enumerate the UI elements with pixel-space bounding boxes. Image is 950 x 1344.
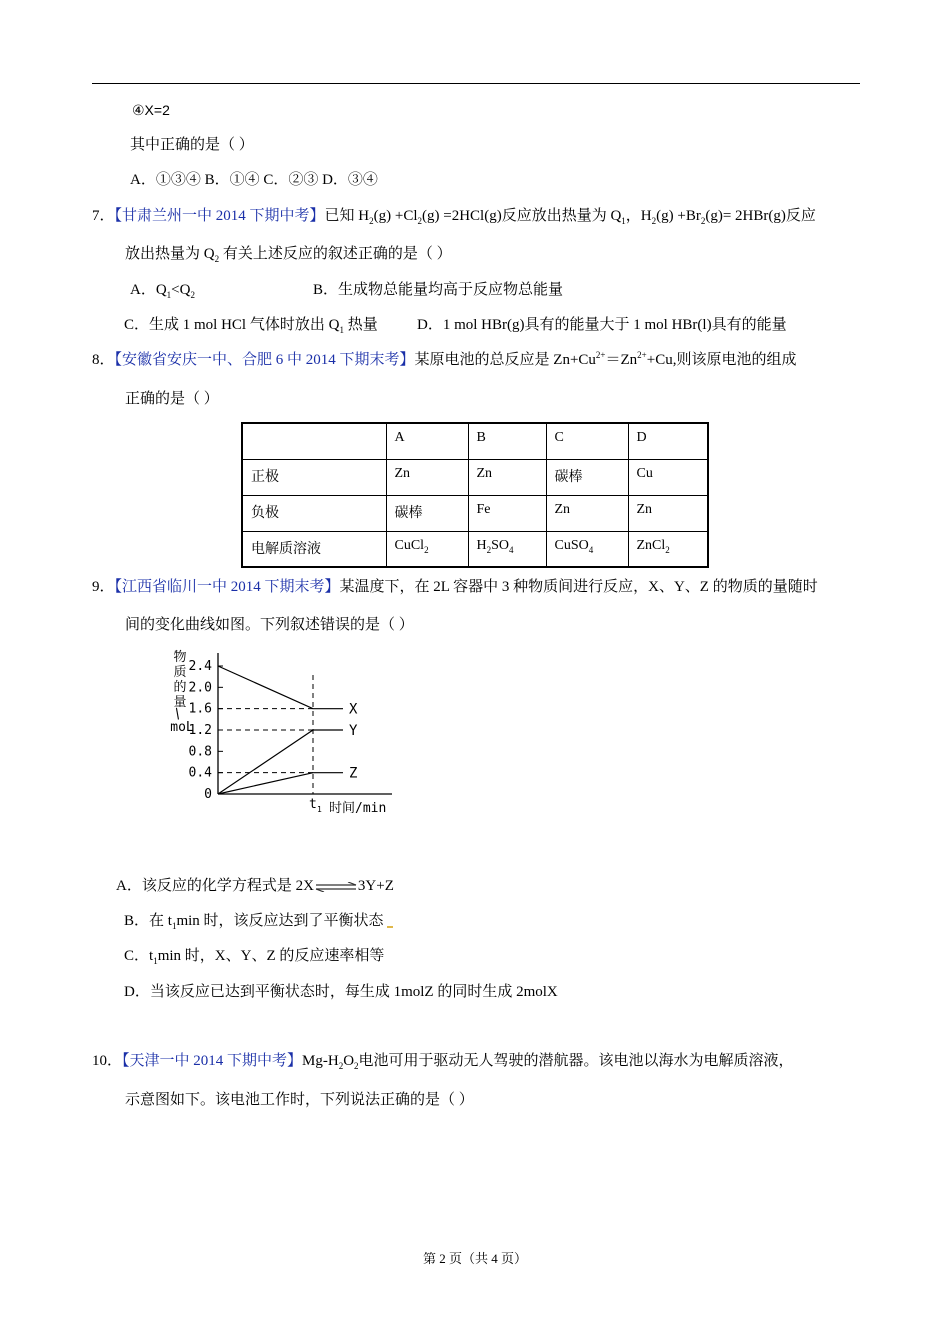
q10-line2: 示意图如下。该电池工作时，下列说法正确的是（ ） — [125, 1092, 474, 1108]
subscript: 1 — [153, 956, 158, 966]
q9-text: 3Y+Z — [357, 878, 394, 894]
subscript: 2 — [354, 1061, 359, 1071]
table-cell: B — [468, 423, 546, 459]
table-cell: 碳棒 — [386, 495, 468, 531]
subscript: 2 — [424, 544, 429, 555]
q8-text: +Cu,则该原电池的组成 — [646, 352, 797, 368]
q7-source: 【甘肃兰州一中 2014 下期中考】 — [114, 208, 325, 224]
header-rule — [92, 83, 860, 84]
q7-text: 已知 H — [324, 208, 370, 224]
q7-text: A．Q — [130, 282, 167, 298]
subscript: 2 — [214, 254, 220, 264]
q9-option-d: D．当该反应已达到平衡状态时，每生成 1molZ 的同时生成 2molX — [124, 984, 558, 1000]
q6-choices: A．①③④ B．①④ C．②③ D．③④ — [130, 172, 378, 188]
q9-source: 【江西省临川一中 2014 下期末考】 — [114, 579, 340, 595]
subscript: 4 — [509, 544, 514, 555]
q6-prompt: 其中正确的是（ ） — [130, 137, 254, 153]
q7-text: C．生成 1 mol HCl 气体时放出 Q — [124, 317, 340, 333]
table-cell — [628, 531, 708, 567]
q9-number: 9． — [92, 579, 115, 595]
q9-line1 — [92, 577, 818, 597]
q7-text: (g) +Br — [656, 208, 701, 224]
q10-source: 【天津一中 2014 下期中考】 — [122, 1053, 303, 1069]
table-cell: Zn — [386, 459, 468, 495]
y-axis-label: 的 — [173, 680, 187, 695]
battery-table — [241, 422, 709, 568]
table-cell: C — [546, 423, 628, 459]
series-line-x — [218, 666, 343, 709]
y-tick-label: 0.8 — [188, 744, 212, 760]
superscript: 2+ — [595, 350, 606, 360]
q7-option-d: D．1 mol HBr(g)具有的能量大于 1 mol HBr(l)具有的能量 — [417, 317, 787, 333]
y-tick-label: 0.4 — [188, 765, 212, 781]
q9-line2: 间的变化曲线如图。下列叙述错误的是（ ） — [125, 617, 414, 633]
q7-text: 热量 — [343, 317, 378, 333]
table-row — [242, 495, 708, 531]
table-cell: 碳棒 — [546, 459, 628, 495]
table-cell: D — [628, 423, 708, 459]
q9-text: 某温度下，在 2L 容器中 3 种物质间进行反应，X、Y、Z 的物质的量随时 — [339, 579, 818, 595]
subscript: 2 — [369, 216, 374, 226]
superscript: 2+ — [637, 350, 647, 360]
q8-number: 8． — [92, 352, 115, 368]
y-tick-label: 2.4 — [188, 659, 212, 674]
cell-text: H — [476, 537, 487, 553]
q7-text: (g) +Cl — [373, 208, 418, 224]
series-line-z — [218, 773, 343, 794]
q10-line1 — [92, 1051, 794, 1071]
q7-text: <Q — [171, 282, 191, 298]
cell-text: SO — [491, 537, 510, 553]
table-row — [242, 459, 708, 495]
q7-text: 有关上述反应的叙述正确的是（ ） — [219, 246, 452, 262]
edit-mark-icon — [387, 926, 393, 928]
q8-line1 — [92, 350, 796, 370]
table-cell: A — [386, 423, 468, 459]
y-axis-label: moL — [170, 720, 194, 735]
y-tick-label: 0 — [204, 787, 212, 802]
table-cell: 负极 — [242, 495, 386, 531]
subscript: 2 — [417, 216, 422, 226]
y-tick-label: 1.6 — [188, 701, 212, 717]
q8-text: 某原电池的总反应是 Zn+Cu — [414, 352, 596, 368]
q8-source: 【安徽省安庆一中、合肥 6 中 2014 下期末考】 — [114, 352, 415, 368]
q9-option-c — [124, 946, 384, 966]
series-line-y — [218, 730, 343, 794]
q9-text: B．在 t — [124, 913, 172, 929]
q8-line2: 正确的是（ ） — [125, 391, 219, 407]
subscript: 2 — [665, 544, 670, 555]
subscript: 2 — [700, 216, 706, 226]
y-axis-label: 物 — [173, 650, 187, 665]
table-cell — [468, 531, 546, 567]
cell-text: ZnCl — [636, 537, 666, 553]
q7-text: 放出热量为 Q — [125, 246, 215, 262]
q10-number: 10． — [92, 1053, 123, 1069]
q9-option-a — [116, 876, 394, 896]
y-tick-label: 1.2 — [188, 723, 212, 738]
q7-text: ，H — [625, 208, 652, 224]
table-cell: 正极 — [242, 459, 386, 495]
q7-option-c — [124, 315, 378, 335]
subscript: 2 — [651, 216, 657, 226]
q9-text: A．该反应的化学方程式是 2X — [116, 878, 314, 894]
q9-text: min 时，X、Y、Z 的反应速率相等 — [157, 948, 385, 964]
q6-option-4: ④X=2 — [132, 102, 170, 118]
q7-line1 — [92, 206, 816, 226]
q7-line2 — [125, 244, 452, 264]
q7-option-a — [130, 280, 195, 300]
page-footer: 第 2 页（共 4 页） — [422, 1251, 527, 1266]
x-tick-label: t — [309, 797, 317, 812]
x-tick-subscript: 1 — [317, 805, 322, 814]
table-cell — [386, 531, 468, 567]
series-label-z: Z — [349, 765, 358, 782]
y-tick-label: 2.0 — [188, 680, 212, 696]
subscript: 4 — [588, 544, 594, 555]
q7-text: (g)= 2HBr(g)反应 — [705, 208, 816, 224]
y-axis-label: 质 — [173, 665, 187, 680]
q7-number: 7． — [92, 208, 115, 224]
table-cell — [546, 531, 628, 567]
amount-time-chart — [160, 645, 420, 820]
x-axis-label: 时间/min — [329, 801, 387, 816]
table-cell: Zn — [546, 495, 628, 531]
y-axis-label: 量 — [173, 695, 187, 710]
table-cell: Zn — [468, 459, 546, 495]
q10-text: O — [343, 1053, 355, 1069]
table-cell: Zn — [628, 495, 708, 531]
q8-text: ＝Zn — [605, 352, 638, 368]
table-cell: Fe — [468, 495, 546, 531]
equilibrium-arrow-icon — [314, 882, 358, 892]
table-cell — [242, 423, 386, 459]
q7-text: (g) =2HCl(g)反应放出热量为 Q — [422, 208, 622, 224]
series-label-x: X — [349, 701, 358, 718]
subscript: 1 — [166, 290, 172, 300]
series-label-y: Y — [349, 723, 358, 739]
subscript: 1 — [171, 921, 177, 931]
y-axis-label: / — [170, 705, 186, 723]
q7-option-b: B．生成物总能量均高于反应物总能量 — [313, 282, 564, 298]
q9-text: C．t — [124, 948, 154, 964]
subscript: 2 — [190, 290, 195, 300]
table-cell: Cu — [628, 459, 708, 495]
subscript: 2 — [486, 544, 492, 555]
subscript: 1 — [621, 216, 626, 226]
q9-text: min 时，该反应达到了平衡状态 — [176, 913, 384, 929]
table-cell: 电解质溶液 — [242, 531, 386, 567]
table-row — [242, 423, 708, 459]
q10-text: Mg-H — [302, 1053, 339, 1069]
cell-text: CuCl — [394, 537, 425, 553]
cell-text: CuSO — [554, 537, 589, 553]
q10-text: 电池可用于驱动无人驾驶的潜航器。该电池以海水为电解质溶液， — [358, 1053, 794, 1069]
subscript: 2 — [338, 1061, 344, 1071]
subscript: 1 — [339, 325, 344, 335]
q9-option-b — [124, 911, 393, 931]
table-row — [242, 531, 708, 567]
